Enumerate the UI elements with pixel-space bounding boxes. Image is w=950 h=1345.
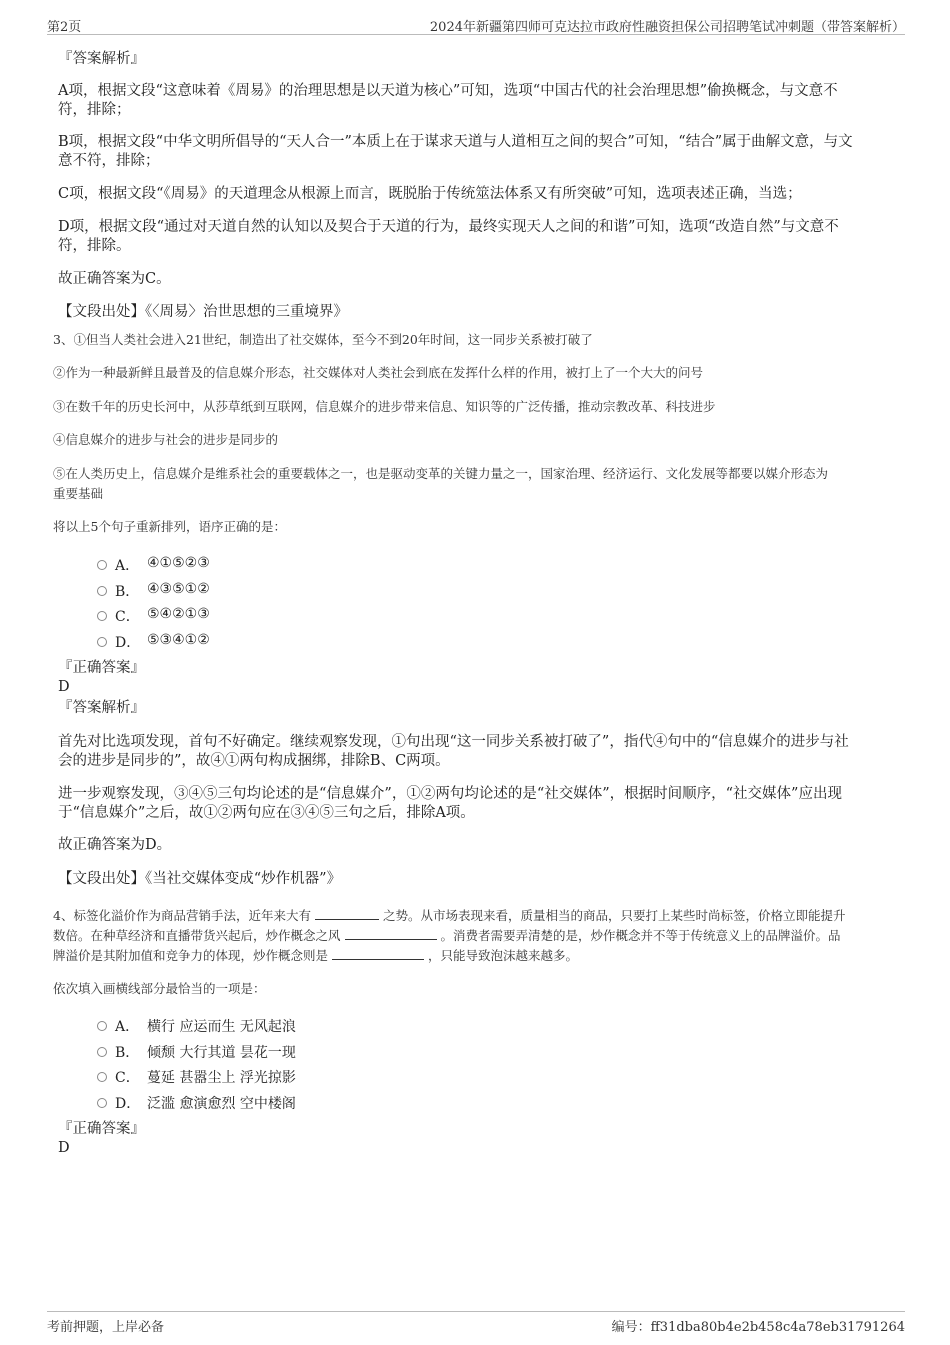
q3-option-a[interactable]: [97, 555, 397, 575]
q3-option-b[interactable]: [97, 581, 397, 601]
option-letter: D．: [115, 1096, 141, 1112]
q4-option-c[interactable]: [97, 1067, 417, 1087]
q3-sentence-3: ③在数千年的历史长河中，从莎草纸到互联网，信息媒介的进步带来信息、知识等的广泛传播，推动宗教改革、科技进步: [53, 399, 716, 414]
q2-analysis-d-line1: D项，根据文段“通过对天道自然的认知以及契合于天道的行为，最终实现天人之间的和谐”可知，选项“改造自然”与文意不: [58, 219, 839, 235]
option-text: ④①⑤②③: [147, 555, 210, 571]
footer-slogan: 考前押题，上岸必备: [47, 1320, 165, 1335]
q2-analysis-b-line2: 意不符，排除；: [58, 153, 160, 169]
q2-analysis-a-line1: A项，根据文段“这意味着《周易》的治理思想是以天道为核心”可知，选项“中国古代的社会治理思想”偷换概念，与文意不: [58, 83, 838, 99]
q2-analysis-a-line2: 符，排除；: [58, 102, 131, 118]
radio-icon[interactable]: [97, 1072, 107, 1082]
option-text: 横行 应运而生 无风起浪: [147, 1019, 296, 1035]
q4-passage-line1: [53, 906, 845, 925]
q3-analysis-1-line1: 首先对比选项发现，首句不好确定。继续观察发现，①句出现“这一同步关系被打破了”，指代④句中的“信息媒介的进步与社: [58, 734, 849, 750]
q4-answer: D: [58, 1140, 70, 1156]
q4-text-segment: ，只能导致泡沫越来越多。: [427, 948, 578, 963]
q3-analysis-2-line2: 于“信息媒介”之后，故①②两句应在③④⑤三句之后，排除A项。: [58, 805, 475, 821]
q3-sentence-1: 3、①但当人类社会进入21世纪，制造出了社交媒体，至今不到20年时间，这一同步关系被打破了: [53, 332, 593, 347]
page-number: 第2页: [47, 20, 82, 35]
radio-icon[interactable]: [97, 560, 107, 570]
q3-option-d[interactable]: [97, 632, 397, 652]
q3-sentence-4: ④信息媒介的进步与社会的进步是同步的: [53, 432, 279, 447]
option-letter: A．: [115, 558, 140, 574]
option-text: ⑤③④①②: [147, 632, 210, 648]
option-text: 倾颓 大行其道 昙花一现: [147, 1045, 296, 1061]
q2-analysis-b-line1: B项，根据文段“中华文明所倡导的“天人合一”本质上在于谋求天道与人道相互之间的契合”可知，“结合”属于曲解文意，与文: [58, 134, 853, 150]
q4-passage-line2: [53, 926, 841, 945]
q4-text-segment: 数倍。在种草经济和直播带货兴起后，炒作概念之风: [53, 928, 341, 943]
radio-icon[interactable]: [97, 1098, 107, 1108]
option-text: 泛滥 愈演愈烈 空中楼阁: [147, 1096, 296, 1112]
q4-answer-label: 『正确答案』: [58, 1121, 145, 1137]
page-header: [47, 14, 905, 35]
q3-prompt: 将以上5个句子重新排列，语序正确的是：: [53, 519, 286, 534]
q3-answer: D: [58, 679, 70, 695]
blank-2[interactable]: [345, 927, 437, 940]
footer-serial: 编号：ff31dba80b4e2b458c4a78eb31791264: [611, 1320, 905, 1335]
option-letter: D．: [115, 635, 141, 651]
page-footer: [47, 1311, 905, 1334]
q2-conclusion: 故正确答案为C。: [58, 271, 171, 287]
radio-icon[interactable]: [97, 586, 107, 596]
q4-option-b[interactable]: [97, 1042, 417, 1062]
radio-icon[interactable]: [97, 1047, 107, 1057]
blank-1[interactable]: [315, 907, 379, 920]
option-letter: A．: [115, 1019, 140, 1035]
q3-conclusion: 故正确答案为D。: [58, 837, 172, 853]
option-text: ⑤④②①③: [147, 606, 210, 622]
q4-text-segment: 。消费者需要弄清楚的是，炒作概念并不等于传统意义上的品牌溢价。品: [440, 928, 841, 943]
q3-option-c[interactable]: [97, 606, 397, 626]
q2-source: 【文段出处】《〈周易〉治世思想的三重境界》: [58, 304, 348, 320]
option-text: ④③⑤①②: [147, 581, 210, 597]
document-title: 2024年新疆第四师可克达拉市政府性融资担保公司招聘笔试冲刺题（带答案解析）: [429, 20, 905, 35]
q4-prompt: 依次填入画横线部分最恰当的一项是：: [53, 981, 266, 996]
q2-analysis-label: 『答案解析』: [58, 51, 145, 67]
q4-text-segment: 之势。从市场表现来看，质量相当的商品，只要打上某些时尚标签，价格立即能提升: [382, 908, 846, 923]
q4-option-d[interactable]: [97, 1093, 417, 1113]
radio-icon[interactable]: [97, 637, 107, 647]
q4-passage-line3: [53, 946, 578, 965]
q4-text-segment: 牌溢价是其附加值和竞争力的体现，炒作概念则是: [53, 948, 329, 963]
option-letter: C．: [115, 609, 140, 625]
q2-analysis-c-line1: C项，根据文段“《周易》的天道理念从根源上而言，既脱胎于传统筮法体系又有所突破”可知，选项表述正确，当选；: [58, 186, 802, 202]
q4-option-a[interactable]: [97, 1016, 417, 1036]
q3-source: 【文段出处】《当社交媒体变成“炒作机器”》: [58, 871, 342, 887]
q3-sentence-5-line2: 重要基础: [53, 486, 104, 501]
option-letter: C．: [115, 1070, 140, 1086]
option-text: 蔓延 甚嚣尘上 浮光掠影: [147, 1070, 296, 1086]
q3-answer-label: 『正确答案』: [58, 660, 145, 676]
option-letter: B．: [115, 1045, 140, 1061]
q3-sentence-2: ②作为一种最新鲜且最普及的信息媒介形态，社交媒体对人类社会到底在发挥什么样的作用，被打上了一个大大的问号: [53, 365, 704, 380]
q3-analysis-1-line2: 会的进步是同步的”，故④①两句构成捆绑，排除B、C两项。: [58, 753, 450, 769]
q4-text-segment: 4、标签化溢价作为商品营销手法，近年来大有: [53, 908, 311, 923]
q3-analysis-label: 『答案解析』: [58, 700, 145, 716]
q3-analysis-2-line1: 进一步观察发现，③④⑤三句均论述的是“信息媒介”，①②两句均论述的是“社交媒体”，根据时间顺序，“社交媒体”应出现: [58, 786, 842, 802]
radio-icon[interactable]: [97, 1021, 107, 1031]
q3-sentence-5-line1: ⑤在人类历史上，信息媒介是维系社会的重要载体之一，也是驱动变革的关键力量之一，国家治理、经济运行、文化发展等都要以媒介形态为: [53, 466, 829, 481]
option-letter: B．: [115, 584, 140, 600]
q2-analysis-d-line2: 符，排除。: [58, 238, 131, 254]
radio-icon[interactable]: [97, 611, 107, 621]
blank-3[interactable]: [332, 947, 424, 960]
